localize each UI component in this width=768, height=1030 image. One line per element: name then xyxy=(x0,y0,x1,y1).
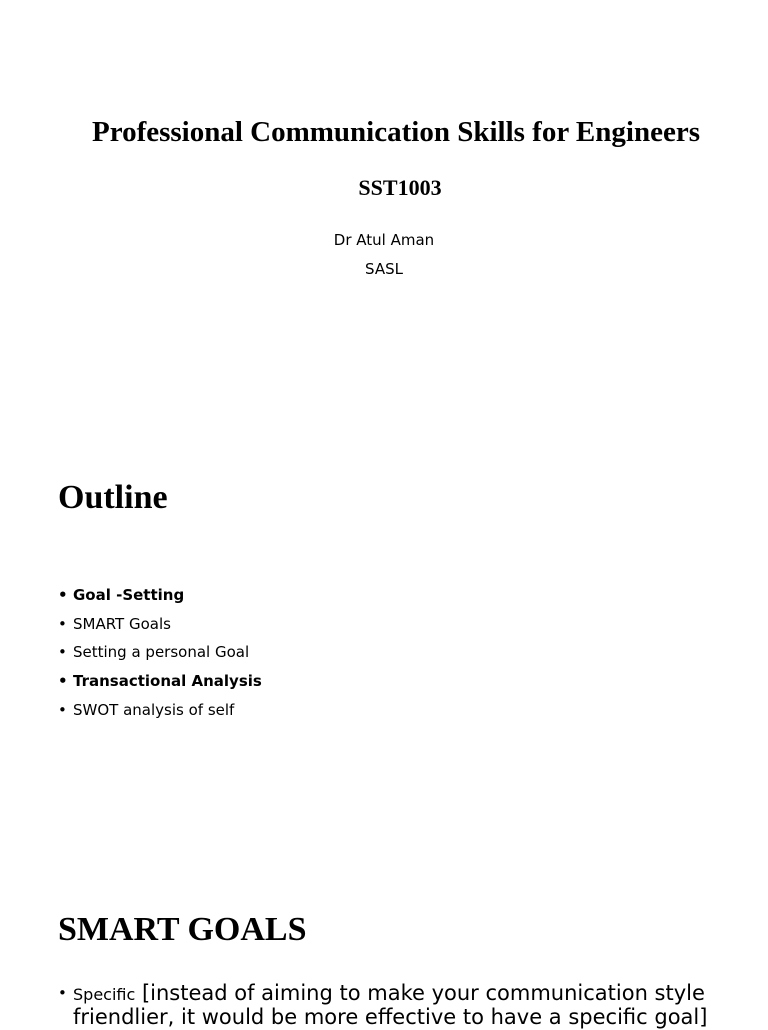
smart-goals-slide xyxy=(0,900,768,1029)
outline-item-smart-goals: • SMART Goals xyxy=(58,610,262,639)
outline-list xyxy=(58,581,262,725)
outline-item-swot-analysis: • SWOT analysis of self xyxy=(58,696,262,725)
organization-name: SASL xyxy=(365,260,403,278)
smart-goals-heading: SMART GOALS xyxy=(58,911,307,948)
smart-bullet-term: Specific xyxy=(73,985,136,1004)
outline-item-goal-setting: • Goal -Setting xyxy=(58,581,262,610)
course-code: SST1003 xyxy=(358,175,442,200)
outline-heading: Outline xyxy=(58,479,168,516)
outline-item-personal-goal: • Setting a personal Goal xyxy=(58,638,262,667)
smart-bullet-specific xyxy=(58,982,748,1030)
title-slide xyxy=(0,0,768,400)
smart-bullet-description: [instead of aiming to make your communication style friendlier, it would be more effective to have a specific goal] xyxy=(73,981,708,1029)
presentation-title: Professional Communication Skills for Engineers xyxy=(92,116,700,148)
author-name: Dr Atul Aman xyxy=(333,231,435,249)
outline-item-transactional-analysis: • Transactional Analysis xyxy=(58,667,262,696)
outline-slide xyxy=(0,470,768,770)
